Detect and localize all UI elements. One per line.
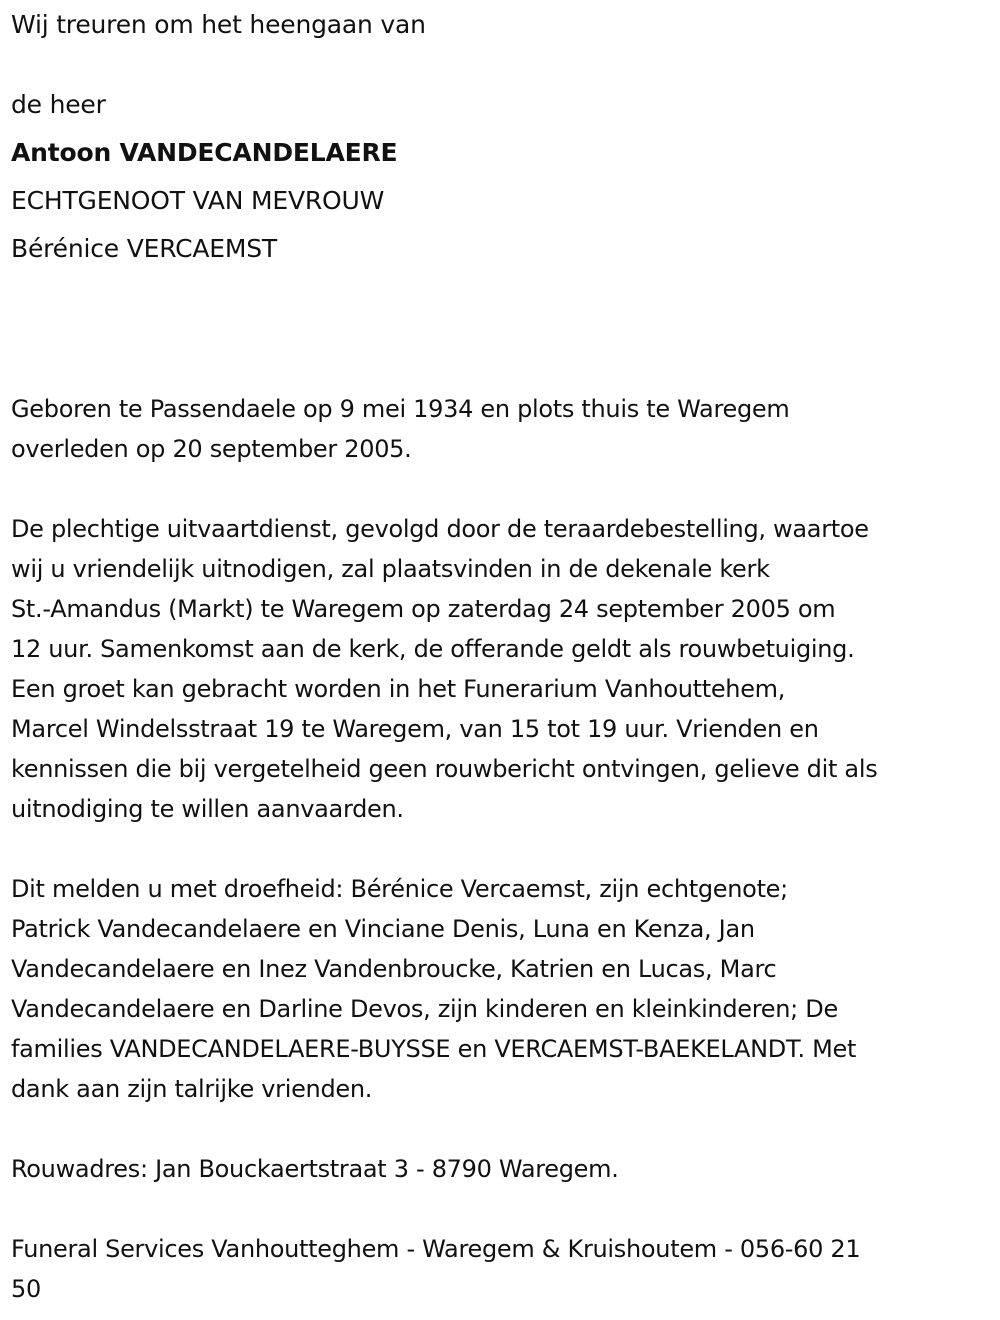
paragraph-line: Een groet kan gebracht worden in het Funerarium Vanhouttehem, — [11, 675, 786, 703]
paragraph-line: families VANDECANDELAERE-BUYSSE en VERCAEMST-BAEKELANDT. Met — [11, 1035, 857, 1063]
paragraph-line: wij u vriendelijk uitnodigen, zal plaatsvinden in de dekenale kerk — [11, 555, 770, 583]
birth-death-paragraph — [11, 389, 991, 469]
paragraph-line: dank aan zijn talrijke vrienden. — [11, 1075, 373, 1103]
funeral-services-paragraph — [11, 1229, 991, 1309]
spouse-name: Bérénice VERCAEMST — [11, 234, 277, 263]
family-paragraph — [11, 869, 991, 1109]
paragraph-line: De plechtige uitvaartdienst, gevolgd door de teraardebestelling, waartoe — [11, 515, 869, 543]
paragraph-line: Vandecandelaere en Inez Vandenbroucke, Katrien en Lucas, Marc — [11, 955, 777, 983]
deceased-name: Antoon VANDECANDELAERE — [11, 138, 398, 167]
paragraph-line: 50 — [11, 1275, 41, 1303]
paragraph-line: overleden op 20 september 2005. — [11, 435, 412, 463]
honorific-text: de heer — [11, 90, 106, 119]
paragraph-line: Funeral Services Vanhoutteghem - Waregem & Kruishoutem - 056-60 21 — [11, 1235, 861, 1263]
paragraph-line: Patrick Vandecandelaere en Vinciane Denis, Luna en Kenza, Jan — [11, 915, 755, 943]
paragraph-line: uitnodiging te willen aanvaarden. — [11, 795, 404, 823]
paragraph-line: Vandecandelaere en Darline Devos, zijn kinderen en kleinkinderen; De — [11, 995, 838, 1023]
paragraph-line: Dit melden u met droefheid: Bérénice Vercaemst, zijn echtgenote; — [11, 875, 788, 903]
paragraph-line: kennissen die bij vergetelheid geen rouwbericht ontvingen, gelieve dit als — [11, 755, 878, 783]
ceremony-paragraph — [11, 509, 991, 829]
paragraph-line: Marcel Windelsstraat 19 te Waregem, van 15 tot 19 uur. Vrienden en — [11, 715, 819, 743]
paragraph-line: St.-Amandus (Markt) te Waregem op zaterdag 24 september 2005 om — [11, 595, 836, 623]
spouse-title: ECHTGENOOT VAN MEVROUW — [11, 186, 385, 215]
intro-text: Wij treuren om het heengaan van — [11, 10, 426, 39]
address-text: Rouwadres: Jan Bouckaertstraat 3 - 8790 Waregem. — [11, 1155, 619, 1183]
paragraph-line: Geboren te Passendaele op 9 mei 1934 en plots thuis te Waregem — [11, 395, 790, 423]
address-paragraph — [11, 1149, 991, 1189]
paragraph-line: 12 uur. Samenkomst aan de kerk, de offerande geldt als rouwbetuiging. — [11, 635, 855, 663]
